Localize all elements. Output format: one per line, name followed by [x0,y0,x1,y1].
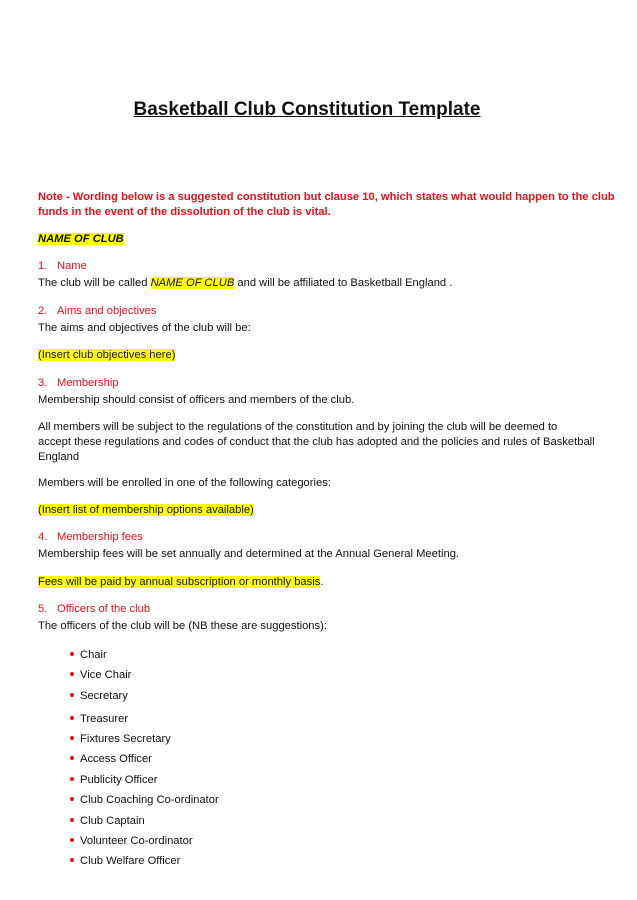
fees-text: Membership fees will be set annually and determined at the Annual General Meeting. [38,548,460,560]
section-aims-placeholder [38,349,175,361]
list-item-label: Chair [80,649,107,661]
list-item [70,855,180,867]
bullet-icon [70,756,74,760]
list-item [70,815,145,827]
section-officers-heading [38,603,150,615]
section-number: 2. [38,305,48,317]
name-of-club-placeholder [38,233,124,245]
bullet-icon [70,818,74,822]
section-title: Officers of the club [57,603,151,615]
membership-text-2-line-3: England [38,451,80,463]
name-of-club-highlight: NAME OF CLUB [38,233,124,245]
list-item [70,649,107,661]
list-item [70,690,128,702]
club-name-placeholder: NAME OF CLUB [150,277,235,289]
section-title: Name [57,260,87,272]
section-number: 3. [38,377,48,389]
section-name-text [38,277,452,289]
fees-period: . [320,576,324,588]
section-title: Aims and objectives [57,305,157,317]
list-item-label: Access Officer [80,753,152,765]
section-name-heading [38,260,87,272]
section-aims-heading [38,305,157,317]
section-title: Membership [57,377,119,389]
section-membership-heading [38,377,119,389]
page-title: Basketball Club Constitution Template [133,99,481,120]
aims-placeholder-highlight: (Insert club objectives here) [38,349,176,361]
membership-placeholder [38,504,254,516]
list-item [70,753,152,765]
note-line-2: funds in the event of the dissolution of the club is vital. [38,206,331,218]
list-item-label: Fixtures Secretary [80,733,171,745]
officers-text: The officers of the club will be (NB these are suggestions): [38,620,327,632]
list-item [70,835,193,847]
membership-text-3: Members will be enrolled in one of the following categories: [38,477,331,489]
bullet-icon [70,797,74,801]
list-item [70,733,171,745]
membership-text-2-line-1: All members will be subject to the regulations of the constitution and by joining the club will be deemed to [38,421,558,433]
bullet-icon [70,777,74,781]
bullet-icon [70,652,74,656]
text-after: and will be affiliated to Basketball England . [234,277,453,289]
bullet-icon [70,736,74,740]
membership-placeholder-highlight: (Insert list of membership options available) [38,504,254,516]
list-item [70,774,158,786]
bullet-icon [70,858,74,862]
list-item [70,794,219,806]
list-item-label: Club Welfare Officer [80,855,181,867]
bullet-icon [70,672,74,676]
membership-text-2-line-2: accept these regulations and codes of conduct that the club has adopted and the policies and rules of Basketball [38,436,595,448]
section-number: 1. [38,260,48,272]
section-number: 5. [38,603,48,615]
bullet-icon [70,693,74,697]
list-item-label: Publicity Officer [80,774,158,786]
list-item-label: Vice Chair [80,669,132,681]
list-item [70,713,128,725]
section-aims-text: The aims and objectives of the club will be: [38,322,251,334]
fees-highlight: Fees will be paid by annual subscription or monthly basis [38,576,321,588]
note-line-1: Note - Wording below is a suggested constitution but clause 10, which states what would happen to the club [38,191,615,203]
list-item-label: Club Coaching Co-ordinator [80,794,219,806]
section-title: Membership fees [57,531,143,543]
bullet-icon [70,838,74,842]
bullet-icon [70,716,74,720]
text-before: The club will be called [38,277,151,289]
section-number: 4. [38,531,48,543]
list-item-label: Volunteer Co-ordinator [80,835,193,847]
list-item-label: Club Captain [80,815,145,827]
list-item-label: Secretary [80,690,128,702]
membership-text-1: Membership should consist of officers and members of the club. [38,394,355,406]
fees-highlight-line [38,576,323,588]
section-fees-heading [38,531,143,543]
list-item [70,669,131,681]
list-item-label: Treasurer [80,713,129,725]
